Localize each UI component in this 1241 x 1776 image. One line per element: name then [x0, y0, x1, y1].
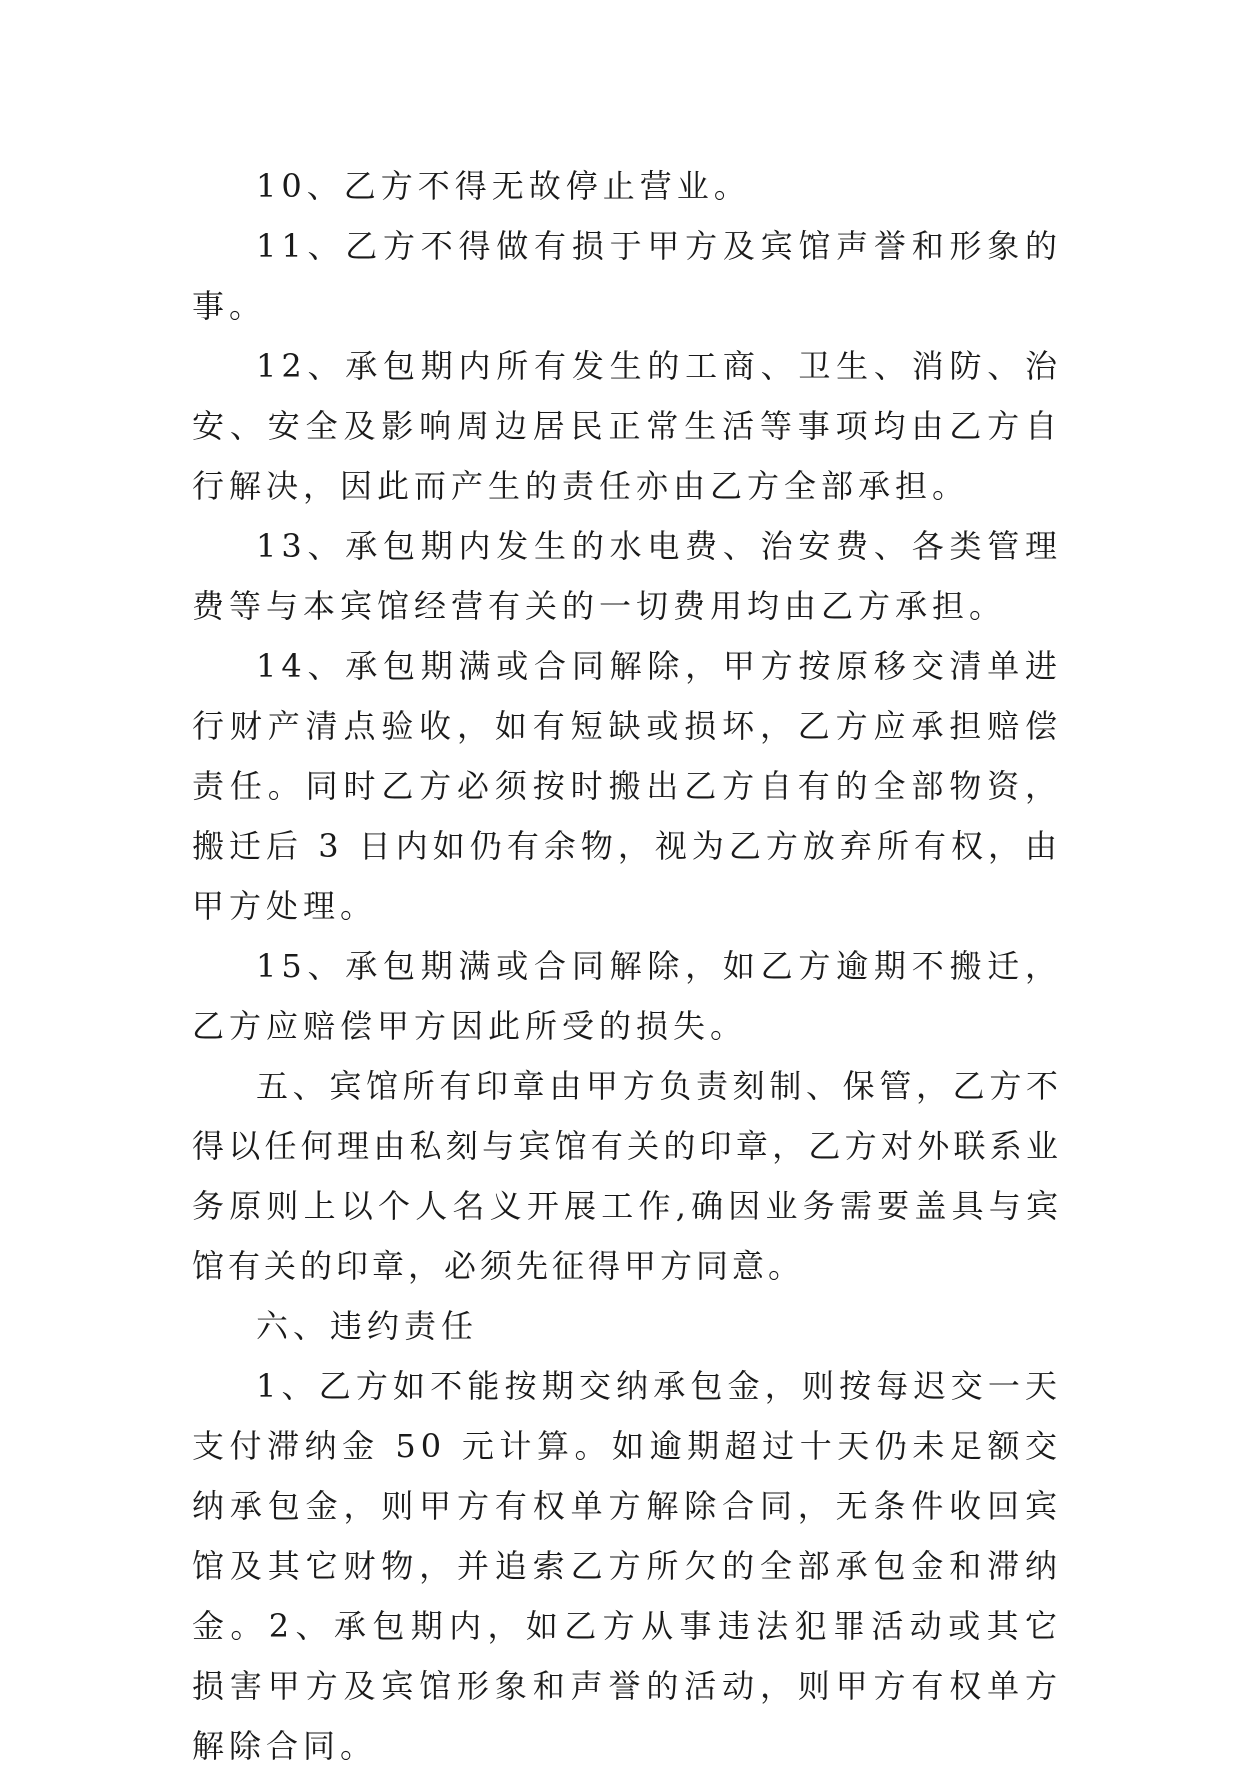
clause-11: 11、乙方不得做有损于甲方及宾馆声誉和形象的事。	[192, 227, 1062, 325]
breach-clause-1: 1、乙方如不能按期交纳承包金，则按每迟交一天支付滞纳金 50 元计算。如逾期超过十天仍未足额交纳承包金，则甲方有权单方解除合同，无条件收回宾馆及其它财物，并追索乙方所欠的全部承包金和滞纳金。2、承包期内，如乙方从事违法犯罪活动或其它损害甲方及宾馆形象和声誉的活动，则甲方有权单方解除合同。	[192, 1367, 1062, 1765]
clause-10: 10、乙方不得无故停止营业。	[256, 167, 751, 205]
section-6-heading: 六、违约责任	[256, 1307, 479, 1345]
clause-14: 14、承包期满或合同解除，甲方按原移交清单进行财产清点验收，如有短缺或损坏，乙方应承担赔偿责任。同时乙方必须按时搬出乙方自有的全部物资，搬迁后 3 日内如仍有余物，视为乙方放弃所有权，由甲方处理。	[192, 647, 1062, 925]
document-body	[192, 156, 1062, 1776]
clause-13: 13、承包期内发生的水电费、治安费、各类管理费等与本宾馆经营有关的一切费用均由乙方承担。	[192, 527, 1062, 625]
clause-15: 15、承包期满或合同解除，如乙方逾期不搬迁，乙方应赔偿甲方因此所受的损失。	[192, 947, 1062, 1045]
clause-12: 12、承包期内所有发生的工商、卫生、消防、治安、安全及影响周边居民正常生活等事项均由乙方自行解决，因此而产生的责任亦由乙方全部承担。	[192, 347, 1062, 505]
section-5-seals: 五、宾馆所有印章由甲方负责刻制、保管，乙方不得以任何理由私刻与宾馆有关的印章，乙方对外联系业务原则上以个人名义开展工作,确因业务需要盖具与宾馆有关的印章，必须先征得甲方同意。	[192, 1067, 1062, 1285]
